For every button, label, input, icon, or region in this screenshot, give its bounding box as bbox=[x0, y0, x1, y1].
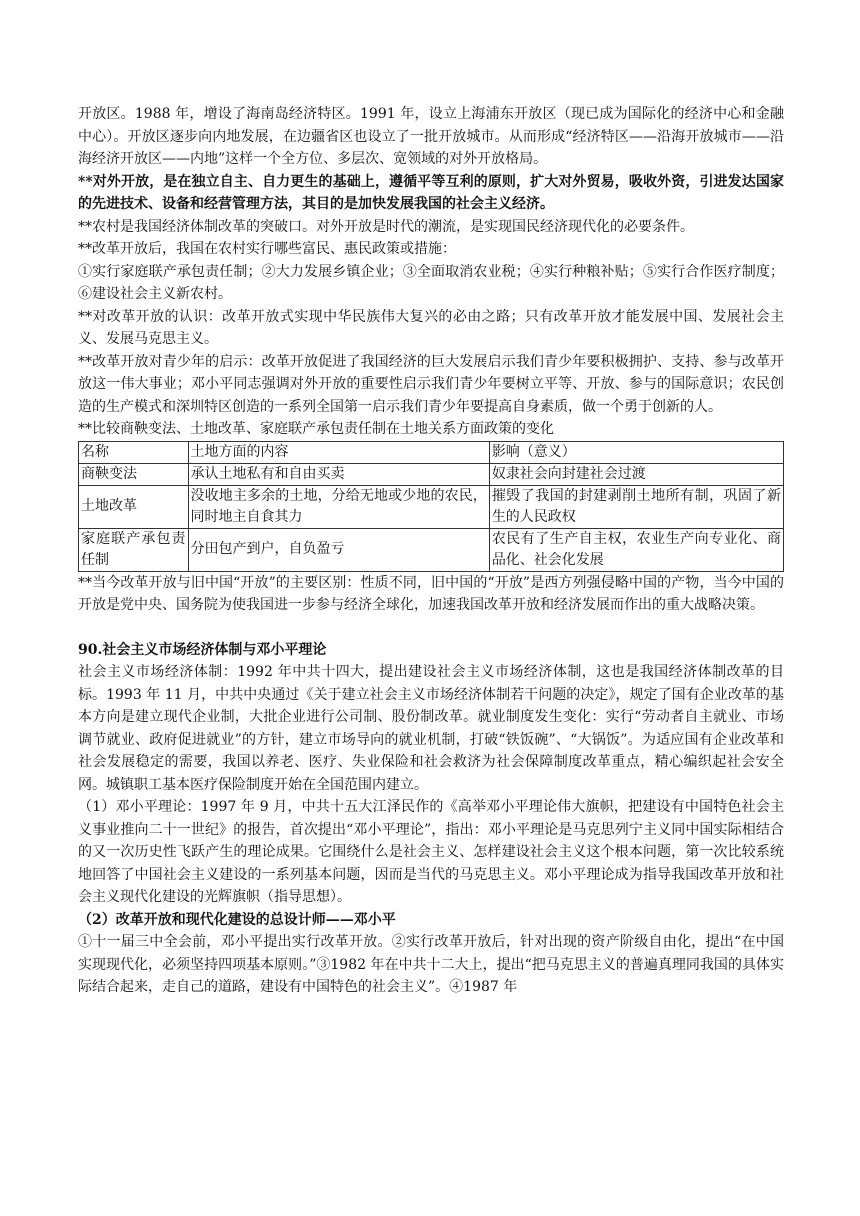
subheading-chief-architect: （2）改革开放和现代化建设的总设计师——邓小平 bbox=[78, 911, 396, 928]
table-row bbox=[79, 528, 784, 571]
table-cell: 家庭联产承包责任制 bbox=[79, 528, 189, 571]
paragraph-rural-policies-question: **改革开放后，我国在农村实行哪些富民、惠民政策或措施： bbox=[78, 241, 456, 257]
table-header-cell: 名称 bbox=[79, 441, 189, 463]
section-heading: 90.社会主义市场经济体制与邓小平理论 bbox=[78, 641, 327, 658]
document-body bbox=[78, 103, 784, 999]
paragraph-market-economy: 社会主义市场经济体制：1992 年中共十四大，提出建设社会主义市场经济体制，这也是我国经济体制改革的目标。1993 年 11 月，中共中央通过《关于建立社会主义市场经济体制若干问题的决定》，规定了国有企业改革的基本方向是建立现代企业制，大批企业进行公司制、股份制改革。就业制度发生变化：实行“劳动者自主就业、市场调节就业、政府促进就业”的方针，建立市场导向的就业机制，打破“铁饭碗”、“大锅饭”。为适应国有企业改革和社会发展稳定的需要，我国以养老、医疗、失业保险和社会救济为社会保障制度改革重点，精心编织起社会安全网。城镇职工基本医疗保险制度开始在全国范围内建立。 bbox=[78, 664, 784, 793]
table-cell: 土地改革 bbox=[79, 485, 189, 528]
table-cell: 奴隶社会向封建社会过渡 bbox=[489, 463, 783, 485]
land-policy-comparison-table bbox=[78, 441, 784, 572]
table-header-cell: 土地方面的内容 bbox=[188, 441, 489, 463]
paragraph-deng-contributions: ①十一届三中全会前，邓小平提出实行改革开放。②实行改革开放后，针对出现的资产阶级自由化，提出“在中国实现现代化，必须坚持四项基本原则。”③1982 年在中共十二大上，提出“把马克思主义的普遍真理同我国的具体实际结合起来，走自己的道路，建设有中国特色的社会主义”。④1987 年 bbox=[78, 934, 784, 995]
table-cell: 承认土地私有和自由买卖 bbox=[188, 463, 489, 485]
paragraph-deng-theory: （1）邓小平理论：1997 年 9 月，中共十五大江泽民作的《高举邓小平理论伟大旗帜，把建设有中国特色社会主义事业推向二十一世纪》的报告，首次提出“邓小平理论”，指出：邓小平理论是马克思列宁主义同中国实际相结合的又一次历史性飞跃产生的理论成果。它围绕什么是社会主义、怎样建设社会主义这个根本问题，第一次比较系统地回答了中国社会主义建设的一系列基本问题，因而是当代的马克思主义。邓小平理论成为指导我国改革开放和社会主义现代化建设的光辉旗帜（指导思想）。 bbox=[78, 799, 784, 905]
section-spacer bbox=[78, 617, 784, 639]
paragraph-rural-breakthrough: **农村是我国经济体制改革的突破口。对外开放是时代的潮流，是实现国民经济现代化的必要条件。 bbox=[78, 218, 694, 235]
paragraph-youth-inspiration: **改革开放对青少年的启示：改革开放促进了我国经济的巨大发展启示我们青少年要积极拥护、支持、参与改革开放这一伟大事业；邓小平同志强调对外开放的重要性启示我们青少年要树立平等、开放、参与的国际意识；农民创造的生产模式和深圳特区创造的一系列全国第一启示我们青少年要提高自身素质，做一个勇于创新的人。 bbox=[78, 353, 784, 415]
table-row bbox=[79, 463, 784, 485]
table-cell: 商鞅变法 bbox=[79, 463, 189, 485]
table-header-cell: 影响（意义） bbox=[489, 441, 783, 463]
paragraph-reform-understanding: **对改革开放的认识：改革开放式实现中华民族伟大复兴的必由之路；只有改革开放才能发展中国、发展社会主义、发展马克思主义。 bbox=[78, 308, 784, 347]
table-cell: 摧毁了我国的封建剥削土地所有制，巩固了新生的人民政权 bbox=[489, 485, 783, 528]
paragraph-opening-zones: 开放区。1988 年，增设了海南岛经济特区。1991 年，设立上海浦东开放区（现已成为国际化的经济中心和金融中心）。开放区逐步向内地发展，在边疆省区也设立了一批开放城市。从而形成“经济特区——沿海开放城市——沿海经济开放区——内地”这样一个全方位、多层次、宽领域的对外开放格局。 bbox=[78, 106, 784, 167]
table-cell: 分田包产到户，自负盈亏 bbox=[188, 528, 489, 571]
table-cell: 农民有了生产自主权，农业生产向专业化、商品化、社会化发展 bbox=[489, 528, 783, 571]
paragraph-opening-definition: **对外开放，是在独立自主、自力更生的基础上，遵循平等互利的原则，扩大对外贸易，吸收外资，引进发达国家的先进技术、设备和经营管理方法，其目的是加快发展我国的社会主义经济。 bbox=[78, 173, 784, 212]
paragraph-table-caption: **比较商鞅变法、土地改革、家庭联产承包责任制在土地关系方面政策的变化 bbox=[78, 421, 554, 437]
paragraph-rural-policies-list: ①实行家庭联产承包责任制；②大力发展乡镇企业；③全面取消农业税；④实行种粮补贴；⑤实行合作医疗制度；⑥建设社会主义新农村。 bbox=[78, 263, 784, 302]
paragraph-opening-difference: **当今改革开放与旧中国“开放”的主要区别：性质不同，旧中国的“开放”是西方列强侵略中国的产物，当今中国的开放是党中央、国务院为使我国进一步参与经济全球化，加速我国改革开放和经济发展而作出的重大战略决策。 bbox=[78, 574, 784, 613]
table-header-row bbox=[79, 441, 784, 463]
table-cell: 没收地主多余的土地，分给无地或少地的农民，同时地主自食其力 bbox=[188, 485, 489, 528]
table-row bbox=[79, 485, 784, 528]
